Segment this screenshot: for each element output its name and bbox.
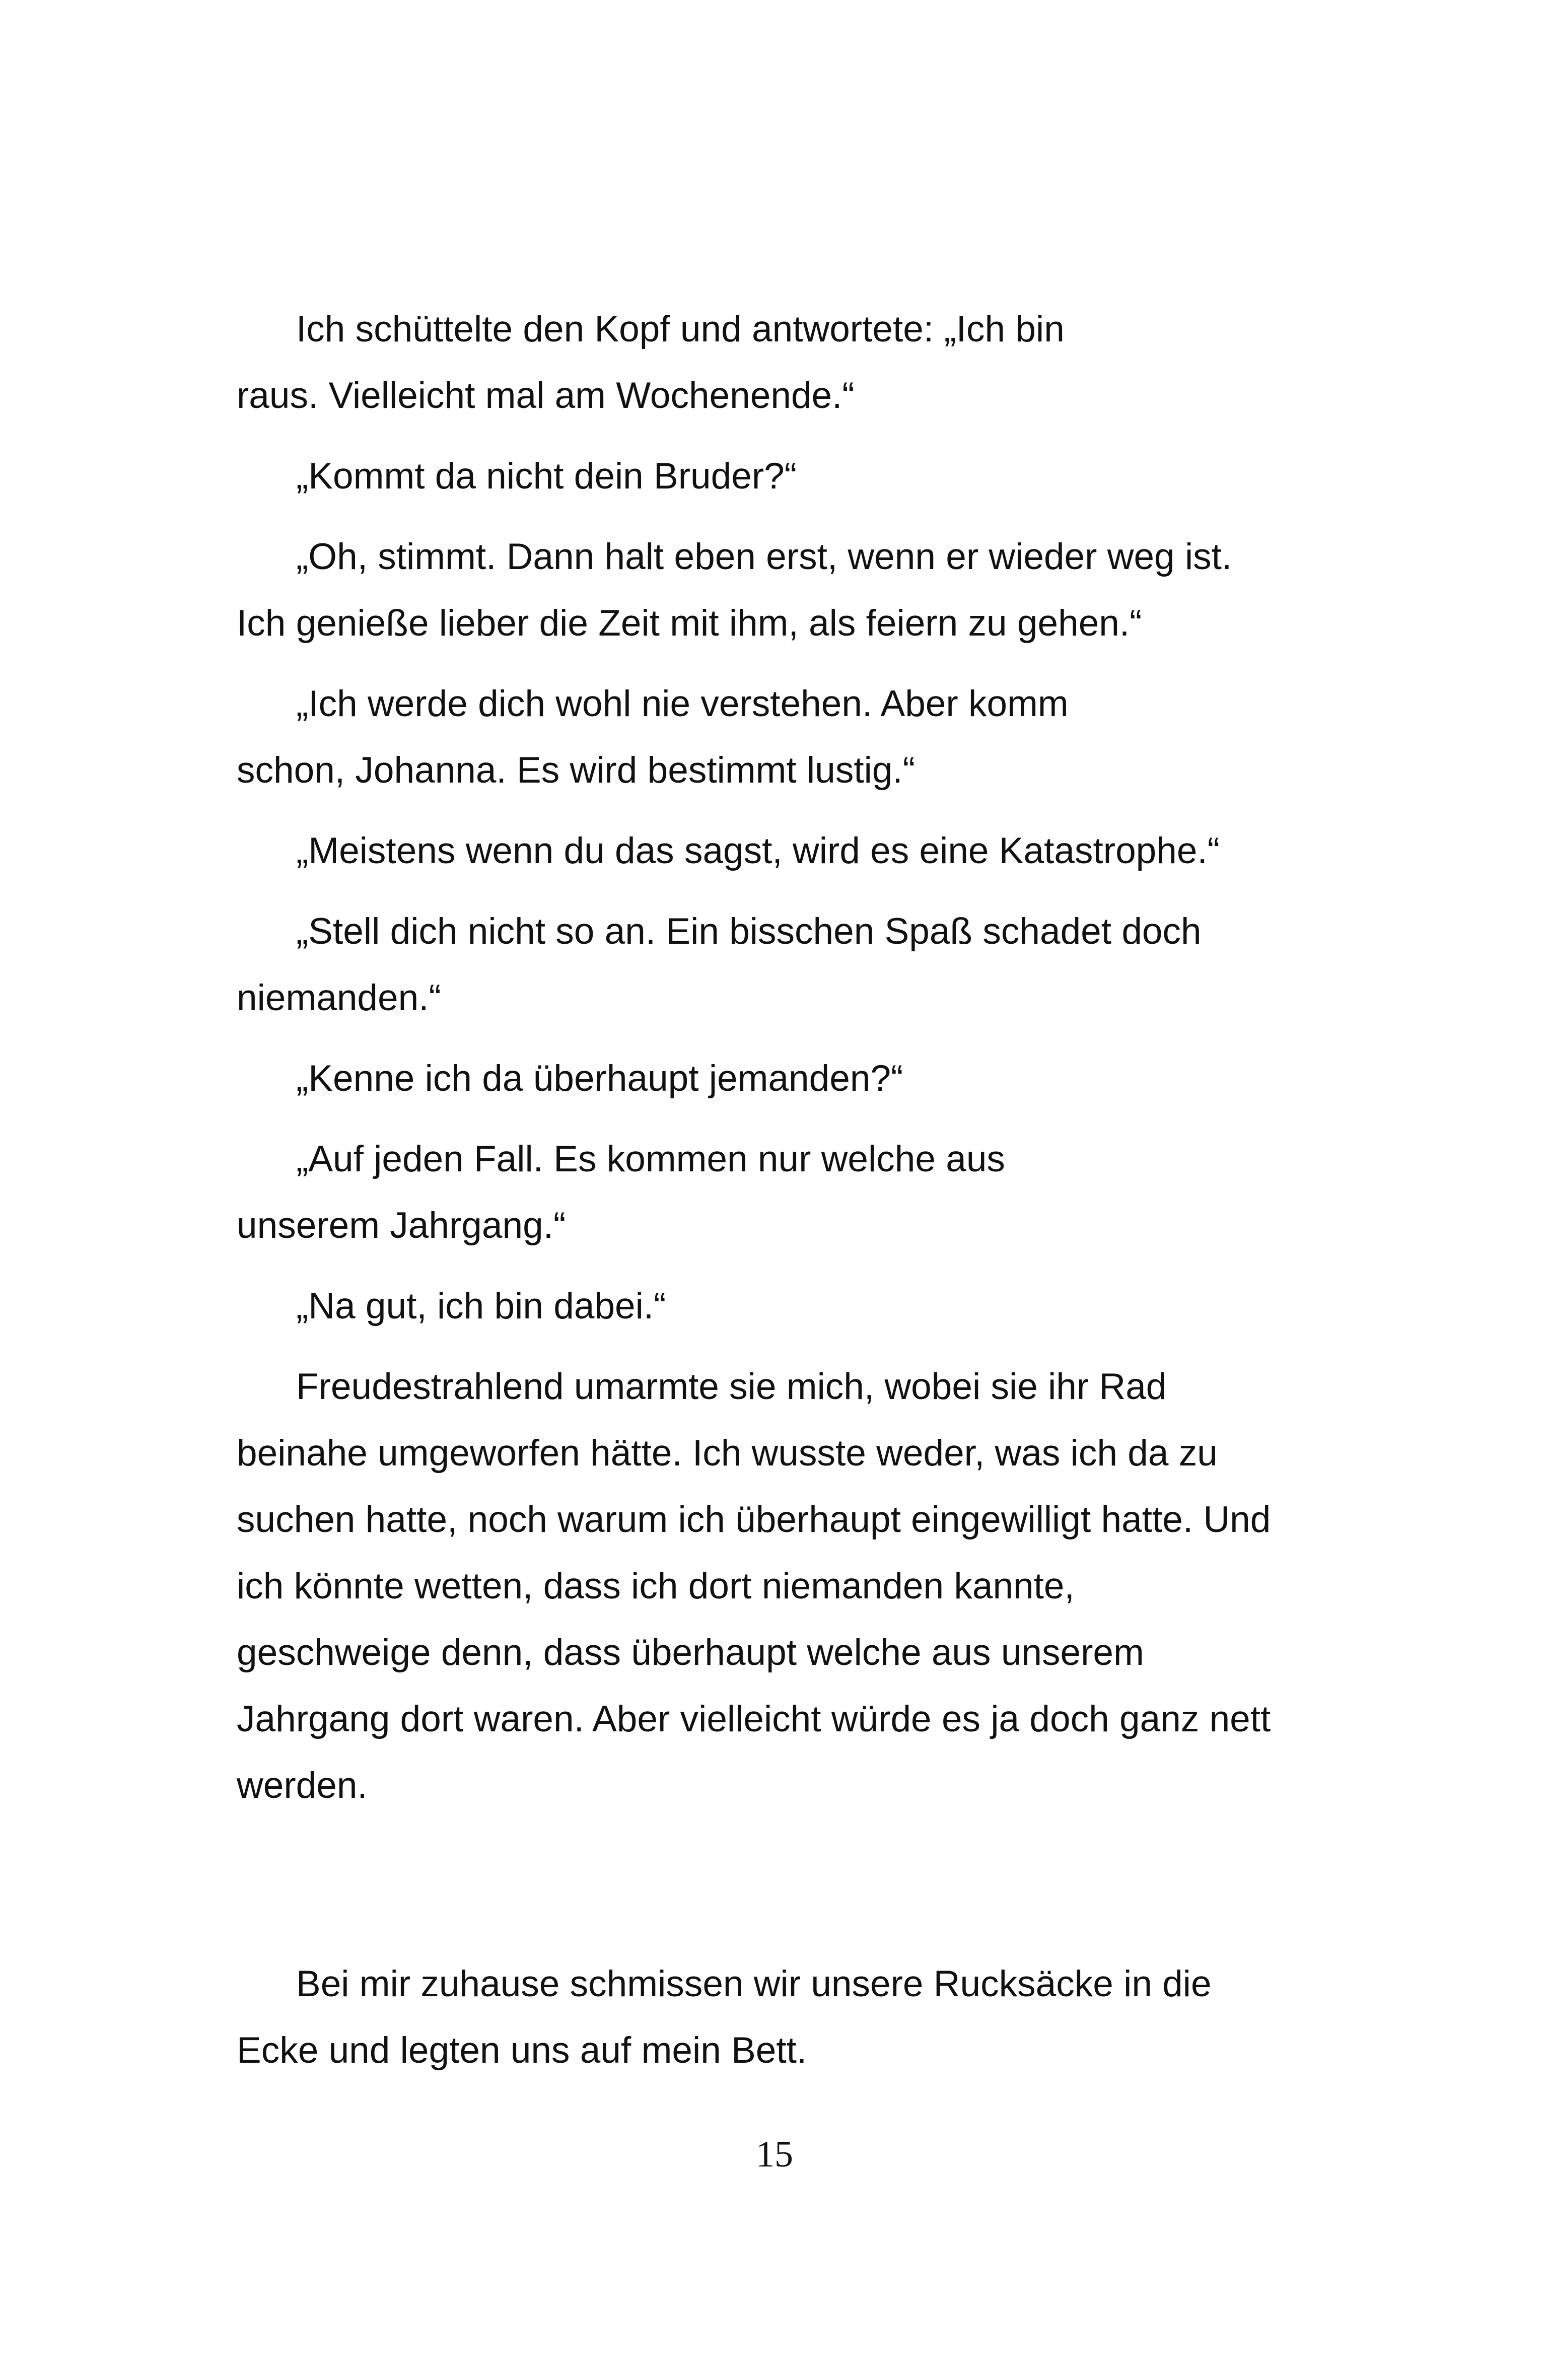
text-line: „Na gut, ich bin dabei.“ [296,1286,666,1326]
text-line: geschweige denn, dass überhaupt welche aus unserem [237,1632,1144,1673]
body-text [237,308,1324,2096]
text-line: „Auf jeden Fall. Es kommen nur welche aus [296,1139,1005,1179]
text-line: niemanden.“ [237,977,441,1018]
text-line: unserem Jahrgang.“ [237,1205,566,1246]
text-line: suchen hatte, noch warum ich überhaupt eingewilligt hatte. Und [237,1499,1271,1540]
text-line: Ich genieße lieber die Zeit mit ihm, als feiern zu gehen.“ [237,603,1142,644]
page-number: 15 [756,2134,793,2175]
text-line: beinahe umgeworfen hätte. Ich wusste weder, was ich da zu [237,1433,1218,1474]
text-line: „Ich werde dich wohl nie verstehen. Aber komm [296,683,1069,724]
text-line: Bei mir zuhause schmissen wir unsere Rucksäcke in die [296,1964,1212,2004]
text-line: raus. Vielleicht mal am Wochenende.“ [237,375,855,416]
text-line: „Meistens wenn du das sagst, wird es eine Katastrophe.“ [296,830,1220,871]
text-line: ich könnte wetten, dass ich dort niemanden kannte, [237,1566,1075,1606]
text-line: „Kommt da nicht dein Bruder?“ [296,456,797,497]
text-line: „Stell dich nicht so an. Ein bisschen Spaß schadet doch [296,911,1202,952]
text-line: werden. [237,1765,368,1806]
text-line: „Oh, stimmt. Dann halt eben erst, wenn er wieder weg ist. [296,536,1232,577]
text-line: Ich schüttelte den Kopf und antwortete: „Ich bin [296,309,1065,349]
text-line: „Kenne ich da überhaupt jemanden?“ [296,1058,903,1099]
text-line: schon, Johanna. Es wird bestimmt lustig.“ [237,750,916,791]
text-line: Freudestrahlend umarmte sie mich, wobei sie ihr Rad [296,1366,1167,1407]
text-line: Ecke und legten uns auf mein Bett. [237,2030,807,2071]
text-line: Jahrgang dort waren. Aber vielleicht würde es ja doch ganz nett [237,1699,1271,1739]
